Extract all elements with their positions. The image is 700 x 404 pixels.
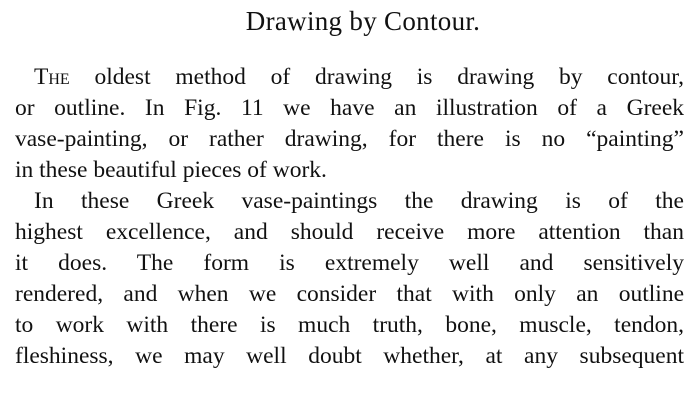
text-line: The oldest method of drawing is drawing by contour, bbox=[34, 64, 684, 90]
text-line: it does. The form is extremely well and sensitively bbox=[15, 250, 684, 276]
text-line: in these beautiful pieces of work. bbox=[15, 157, 327, 183]
page-title: Drawing by Contour. bbox=[245, 6, 481, 36]
text-line: fleshiness, we may well doubt whether, at any subsequent bbox=[15, 343, 684, 369]
text-line: highest excellence, and should receive more attention than bbox=[15, 219, 684, 245]
text-line: or outline. In Fig. 11 we have an illustration of a Greek bbox=[15, 95, 684, 121]
text-line: to work with there is much truth, bone, muscle, tendon, bbox=[15, 312, 684, 338]
text-line: vase-painting, or rather drawing, for there is no “painting” bbox=[15, 126, 684, 152]
text-line: rendered, and when we consider that with only an outline bbox=[15, 281, 684, 307]
small-caps-lead: The bbox=[34, 64, 70, 90]
text-line: In these Greek vase-paintings the drawing is of the bbox=[34, 188, 684, 214]
